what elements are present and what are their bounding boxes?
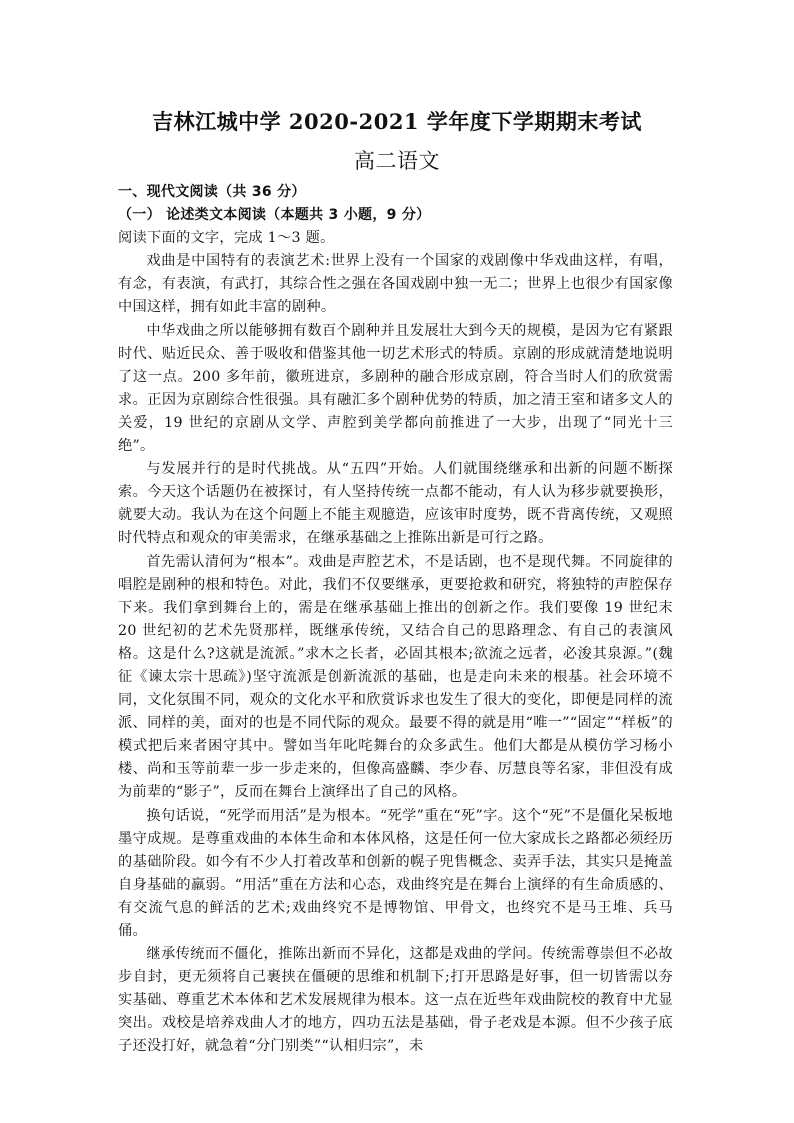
- passage-paragraph-3: 与发展并行的是时代挑战。从“五四”开始。人们就围绕继承和出新的问题不断探索。今天这个话题仍在被探讨，有人坚持传统一点都不能动，有人认为移步就要换形，就要大动。我认为在这个问题上不能主观臆造，应该审时度势，既不背离传统，又观照时代特点和观众的审美需求，在继承基础之上推陈出新是可行之路。: [118, 461, 673, 547]
- reading-instruction: 阅读下面的文字，完成 1～3 题。: [118, 230, 335, 247]
- passage-paragraph-2: 中华戏曲之所以能够拥有数百个剧种并且发展壮大到今天的规模，是因为它有紧跟时代、贴近民众、善于吸收和借鉴其他一切艺术形式的特质。京剧的形成就清楚地说明了这一点。200 多年前，徽班进京，多剧种的融合形成京剧，符合当时人们的欣赏需求。正因为京剧综合性很强。具有融汇多个剧种优势的特质，加之清王室和诸多文人的关爱，19 世纪的京剧从文学、声腔到美学都向前推进了一大步，出现了“同光十三绝”。: [118, 322, 673, 455]
- passage-paragraph-5: 换句话说，“死学而用活”是为根本。“死学”重在“死”字。这个“死”不是僵化呆板地墨守成规。是尊重戏曲的本体生命和本体风格，这是任何一位大家成长之路都必须经历的基础阶段。如今有不少人打着改革和创新的幌子兜售概念、卖弄手法，其实只是掩盖自身基础的羸弱。“用活”重在方法和心态，戏曲终究是在舞台上演绎的有生命质感的、有交流气息的鲜活的艺术;戏曲终究不是博物馆、甲骨文，也终究不是马王堆、兵马俑。: [118, 807, 673, 939]
- section-heading: 一、现代文阅读（共 36 分）: [118, 184, 306, 200]
- passage-paragraph-4: 首先需认清何为“根本”。戏曲是声腔艺术，不是话剧，也不是现代舞。不同旋律的唱腔是剧种的根和特色。对此，我们不仅要继承，更要抢救和研究，将独特的声腔保存下来。我们拿到舞台上的，需是在继承基础上推出的创新之作。我们要像 19 世纪末 20 世纪初的艺术先贤那样，既继承传统，又结合自己的思路理念、有自己的表演风格。这是什么?这就是流派。”求木之长者，必固其根本;欲流之远者，必浚其泉源。”(魏征《谏太宗十思疏》)坚守流派是创新流派的基础，也是走向未来的根基。社会环境不同，文化氛围不同，观众的文化水平和欣赏诉求也发生了很大的变化，即便是同样的流派、同样的美，面对的也是不同代际的观众。最要不得的就是用“唯一”“固定”“样板”的模式把后来者困守其中。譬如当年叱咤舞台的众多武生。他们大都是从模仿学习杨小楼、尚和玉等前辈一步一步走来的，但像高盛麟、李少春、厉慧良等名家，非但没有成为前辈的“影子”，反而在舞台上演绎出了自己的风格。: [118, 553, 673, 801]
- exam-title: 吉林江城中学 2020-2021 学年度下学期期末考试: [152, 109, 642, 134]
- reading-section: [118, 181, 673, 1059]
- passage-paragraph-1: 戏曲是中国特有的表演艺术:世界上没有一个国家的戏剧像中华戏曲这样，有唱，有念，有表演，有武打，其综合性之强在各国戏剧中独一无二；世界上也很少有国家像中国这样，拥有如此丰富的剧种。: [118, 253, 673, 316]
- subsection-heading: （一） 论述类文本阅读（本题共 3 小题，9 分）: [118, 207, 431, 224]
- exam-subject: 高二语文: [354, 149, 440, 173]
- passage-paragraph-6: 继承传统而不僵化，推陈出新而不异化，这都是戏曲的学问。传统需尊崇但不必故步自封，更无须将自己裹挟在僵硬的思维和机制下;打开思路是好事，但一切皆需以夯实基础、尊重艺术本体和艺术发展规律为根本。这一点在近些年戏曲院校的教育中尤显突出。戏校是培养戏曲人才的地方，四功五法是基础，骨子老戏是本源。但不少孩子底子还没打好，就急着“分门别类”“认相归宗”，未: [118, 946, 673, 1055]
